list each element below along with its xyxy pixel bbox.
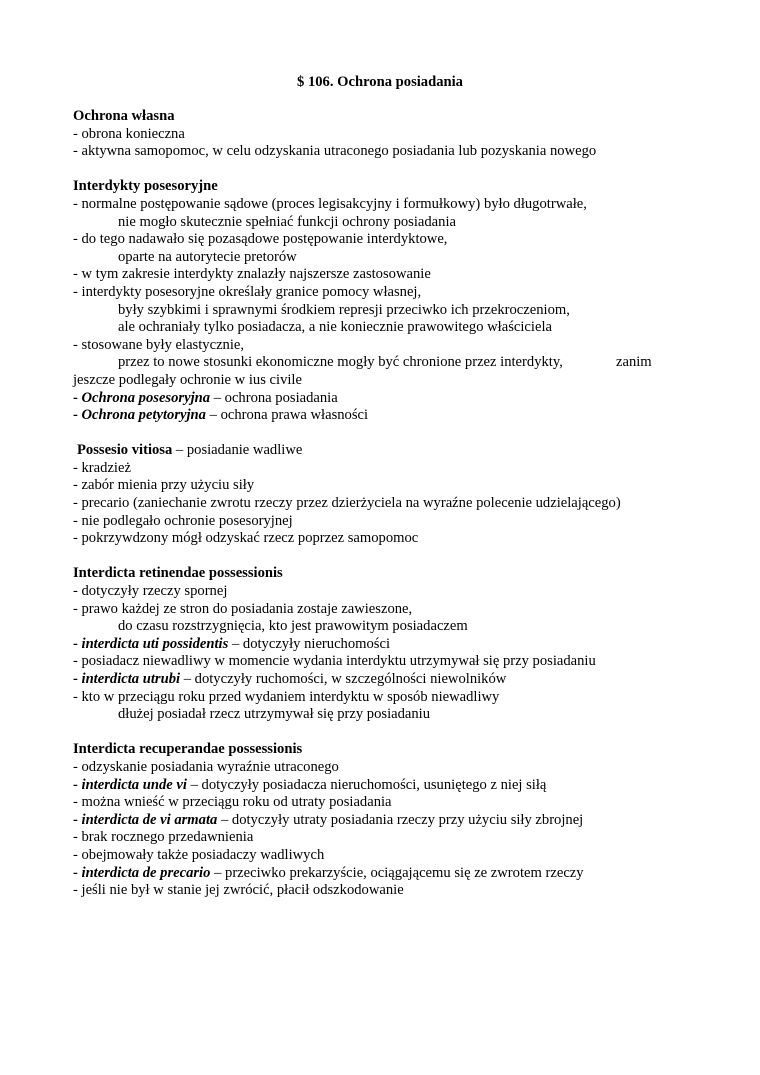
list-item: - pokrzywdzony mógł odzyskać rzecz poprzez samopomoc xyxy=(73,530,419,547)
list-item-continuation: ale ochraniały tylko posiadacza, a nie koniecznie prawowitego właściciela xyxy=(118,319,552,336)
list-item-continuation: dłużej posiadał rzecz utrzymywał się przy posiadaniu xyxy=(118,706,431,723)
list-item-continuation: do czasu rozstrzygnięcia, kto jest prawowitym posiadaczem xyxy=(118,618,468,635)
definition: – dotyczyły ruchomości, w szczególności niewolników xyxy=(180,671,507,687)
continuation-trailing-word: zanim xyxy=(616,354,652,371)
list-item xyxy=(73,671,733,689)
dash: - xyxy=(73,671,82,687)
continuation-text: przez to nowe stosunki ekonomiczne mogły być chronione przez interdykty, xyxy=(118,354,563,371)
dash: - xyxy=(73,811,82,828)
section-heading-possesio-vitiosa xyxy=(73,442,733,460)
page-title: $ 106. Ochrona posiadania xyxy=(297,74,463,90)
list-item: - odzyskanie posiadania wyraźnie utraconego xyxy=(73,758,339,775)
list-item xyxy=(73,407,733,425)
definition: – dotyczyły utraty posiadania rzeczy przy użyciu siły zbrojnej xyxy=(217,811,584,828)
term-ochrona-posesoryjna: Ochrona posesoryjna xyxy=(81,389,211,406)
term-interdicta-de-vi-armata: interdicta de vi armata xyxy=(81,811,218,828)
term-possesio-vitiosa: Possesio vitiosa xyxy=(77,442,173,459)
list-item: - jeśli nie był w stanie jej zwrócić, płacił odszkodowanie xyxy=(73,882,404,899)
definition: – dotyczyły posiadacza nieruchomości, usuniętego z niej siłą xyxy=(186,776,547,793)
definition: – posiadanie wadliwe xyxy=(172,442,303,459)
definition: – ochrona posiadania xyxy=(210,389,338,406)
term-interdicta-utrubi: interdicta utrubi xyxy=(81,671,181,687)
list-item-continuation xyxy=(73,354,733,372)
list-item: - można wnieść w przeciągu roku od utraty posiadania xyxy=(73,794,392,811)
dash: - xyxy=(73,635,82,652)
term-ochrona-petytoryjna: Ochrona petytoryjna xyxy=(81,407,206,424)
section-heading-interdicta-retinendae: Interdicta retinendae possessionis xyxy=(73,565,283,582)
section-heading-interdicta-recuperandae: Interdicta recuperandae possessionis xyxy=(73,741,303,758)
term-interdicta-uti-possidentis: interdicta uti possidentis xyxy=(81,635,229,652)
definition: – dotyczyły nieruchomości xyxy=(228,635,391,652)
dash: - xyxy=(73,776,82,793)
list-item: - normalne postępowanie sądowe (proces legisakcyjny i formułkowy) było długotrwałe, xyxy=(73,195,587,212)
dash: - xyxy=(73,389,82,406)
list-item xyxy=(73,812,733,830)
list-item: - kto w przeciągu roku przed wydaniem interdyktu w sposób niewadliwy xyxy=(73,688,500,705)
list-item: - w tym zakresie interdykty znalazły najszersze zastosowanie xyxy=(73,266,431,283)
list-item: - obrona konieczna xyxy=(73,125,185,142)
list-item: - zabór mienia przy użyciu siły xyxy=(73,477,255,494)
list-item xyxy=(73,390,733,408)
list-item: - stosowane były elastycznie, xyxy=(73,336,245,353)
list-item: - aktywna samopomoc, w celu odzyskania utraconego posiadania lub pozyskania nowego xyxy=(73,143,597,160)
term-interdicta-de-precario: interdicta de precario xyxy=(81,864,211,881)
list-item-wrapped: jeszcze podlegały ochronie w ius civile xyxy=(73,371,302,388)
definition: – ochrona prawa własności xyxy=(205,407,369,424)
list-item: - prawo każdej ze stron do posiadania zostaje zawieszone, xyxy=(73,600,413,617)
list-item: - nie podlegało ochronie posesoryjnej xyxy=(73,512,293,529)
list-item: - dotyczyły rzeczy spornej xyxy=(73,583,228,600)
list-item: - precario (zaniechanie zwrotu rzeczy przez dzierżyciela na wyraźne polecenie udzielającego) xyxy=(73,495,621,512)
section-heading-ochrona-wlasna: Ochrona własna xyxy=(73,108,175,124)
list-item-continuation: oparte na autorytecie pretorów xyxy=(118,248,297,265)
term-interdicta-unde-vi: interdicta unde vi xyxy=(81,776,187,793)
list-item: - interdykty posesoryjne określały granice pomocy własnej, xyxy=(73,283,422,300)
list-item: - posiadacz niewadliwy w momencie wydania interdyktu utrzymywał się przy posiadaniu xyxy=(73,653,596,670)
list-item: - obejmowały także posiadaczy wadliwych xyxy=(73,846,325,863)
list-item xyxy=(73,777,733,795)
dash: - xyxy=(73,407,82,424)
list-item-continuation: były szybkimi i sprawnymi środkiem represji przeciwko ich przekroczeniom, xyxy=(118,301,570,318)
dash: - xyxy=(73,864,82,881)
list-item-continuation: nie mogło skutecznie spełniać funkcji ochrony posiadania xyxy=(118,213,456,230)
list-item: - do tego nadawało się pozasądowe postępowanie interdyktowe, xyxy=(73,231,448,248)
list-item xyxy=(73,865,733,883)
definition: – przeciwko prekarzyście, ociągającemu się ze zwrotem rzeczy xyxy=(210,864,584,881)
section-heading-interdykty-posesoryjne: Interdykty posesoryjne xyxy=(73,178,218,195)
list-item xyxy=(73,636,733,654)
list-item: - kradzież xyxy=(73,459,131,476)
document-body xyxy=(73,108,733,900)
list-item: - brak rocznego przedawnienia xyxy=(73,829,254,846)
